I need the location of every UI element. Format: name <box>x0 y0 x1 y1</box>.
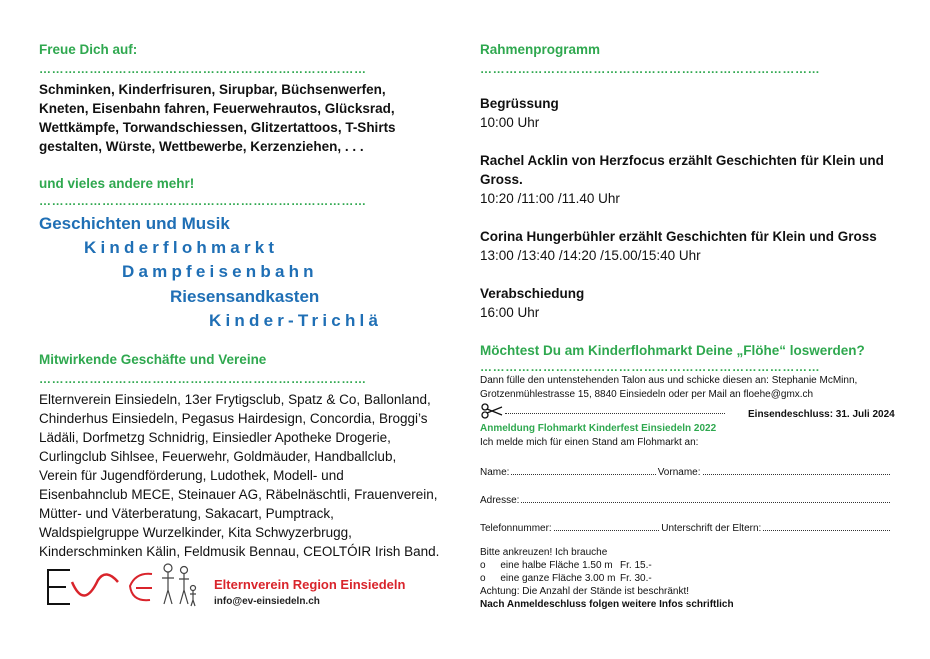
program-time: 10:20 /11:00 /11.40 Uhr <box>480 191 620 206</box>
cut-line <box>505 413 725 414</box>
scissors-icon <box>480 402 504 420</box>
telefon-field[interactable] <box>554 520 660 531</box>
dotted-divider: …………………………………………………………………… <box>39 62 367 76</box>
closing: Nach Anmeldeschluss folgen weitere Infos schriftlich <box>480 599 734 610</box>
mitwirkende-line: Eisenbahnclub MECE, Steinauer AG, Räbelnäschtli, Frauenverein, <box>39 487 438 502</box>
freue-line: Schminken, Kinderfrisuren, Sirupbar, Büchsenwerfen, <box>39 82 386 97</box>
program-title: Verabschiedung <box>480 286 585 301</box>
telefon-row <box>480 520 890 534</box>
dotted-divider: …………………………………………………………………… <box>39 372 367 386</box>
telefon-label: Telefonnummer: <box>480 523 552 534</box>
blue-item: Kinder-Trichlä <box>209 311 383 330</box>
option-label: eine halbe Fläche 1.50 m <box>500 560 613 571</box>
vorname-label: Vorname: <box>657 467 701 478</box>
dotted-divider: ……………………………………………………………………… <box>480 360 821 374</box>
program-title: Rachel Acklin von Herzfocus erzählt Geschichten für Klein und Gross. <box>480 153 884 187</box>
mitwirkende-line: Verein für Jugendförderung, Ludothek, Modell- und <box>39 468 344 483</box>
option-row[interactable] <box>480 572 615 585</box>
talon-intro: Dann fülle den untenstehenden Talon aus und schicke diesen an: Stephanie McMinn, <box>480 375 858 386</box>
unterschrift-label: Unterschrift der Eltern: <box>661 523 762 534</box>
option-price: Fr. 30.- <box>620 573 652 584</box>
option-row[interactable] <box>480 559 613 572</box>
deadline: Einsendeschluss: 31. Juli 2024 <box>748 409 895 420</box>
mitwirkende-line: Curlingclub Sihlsee, Feuerwehr, Goldmäuder, Handballclub, <box>39 449 397 464</box>
family-figures <box>162 564 196 606</box>
name-field[interactable] <box>511 464 655 475</box>
org-name: Elternverein Region Einsiedeln <box>214 577 406 592</box>
blue-item: Geschichten und Musik <box>39 214 230 233</box>
form-subtitle: Ich melde mich für einen Stand am Flohmarkt an: <box>480 437 699 448</box>
program-time: 16:00 Uhr <box>480 305 540 320</box>
logo-mark-e2 <box>130 574 152 600</box>
freue-line: Kneten, Eisenbahn fahren, Feuerwehrautos, Glücksrad, <box>39 101 395 116</box>
heading-rahmen: Rahmenprogramm <box>480 42 601 57</box>
mitwirkende-line: Lädäli, Dorfmetzg Schnidrig, Einsiedler Apotheke Drogerie, <box>39 430 391 445</box>
ev-logo <box>40 560 200 612</box>
name-row <box>480 464 890 478</box>
warning: Achtung: Die Anzahl der Stände ist beschränkt! <box>480 586 690 597</box>
heading-moechtest: Möchtest Du am Kinderflohmarkt Deine „Flöhe“ loswerden? <box>480 343 865 358</box>
adresse-label: Adresse: <box>480 495 520 506</box>
radio-circle-icon[interactable]: o <box>480 560 486 571</box>
radio-circle-icon[interactable]: o <box>480 573 486 584</box>
blue-item: Riesensandkasten <box>170 287 320 306</box>
heading-mitwirkende: Mitwirkende Geschäfte und Vereine <box>39 352 267 367</box>
option-label: eine ganze Fläche 3.00 m <box>500 573 616 584</box>
mitwirkende-line: Kinderschminken Kälin, Feldmusik Bennau, CEOLTÓIR Irish Band. <box>39 544 440 559</box>
program-title: Begrüssung <box>480 96 559 111</box>
program-time: 10:00 Uhr <box>480 115 540 130</box>
program-time: 13:00 /13:40 /14:20 /15.00/15:40 Uhr <box>480 248 701 263</box>
dotted-divider: ……………………………………………………………………… <box>480 62 821 76</box>
heading-vieles: und vieles andere mehr! <box>39 176 195 191</box>
name-label: Name: <box>480 467 510 478</box>
talon-intro: Grotzenmühlestrasse 15, 8840 Einsiedeln oder per Mail an floehe@gmx.ch <box>480 389 814 400</box>
blue-item: Kinderflohmarkt <box>84 238 279 257</box>
logo-mark-e <box>48 570 70 604</box>
blue-item: Dampfeisenbahn <box>122 262 318 281</box>
mitwirkende-line: Waldspielgruppe Wurzelkinder, Kita Schwyzerbrugg, <box>39 525 352 540</box>
mitwirkende-line: Mütter- und Väterberatung, Sakacart, Pumptrack, <box>39 506 334 521</box>
freue-line: gestalten, Würste, Wettbewerbe, Kerzenziehen, . . . <box>39 139 364 154</box>
program-title: Corina Hungerbühler erzählt Geschichten für Klein und Gross <box>480 229 877 244</box>
mitwirkende-line: Chinderhus Einsiedeln, Pegasus Hairdesign, Concordia, Broggi’s <box>39 411 428 426</box>
mitwirkende-line: Elternverein Einsiedeln, 13er Frytigsclub, Spatz & Co, Ballonland, <box>39 392 431 407</box>
adresse-field[interactable] <box>521 492 890 503</box>
dotted-divider: …………………………………………………………………… <box>39 194 367 208</box>
option-price: Fr. 15.- <box>620 560 652 571</box>
heading-freue: Freue Dich auf: <box>39 42 138 57</box>
logo-swoosh <box>72 574 118 595</box>
checkbox-intro: Bitte ankreuzen! Ich brauche <box>480 547 608 558</box>
org-email[interactable]: info@ev-einsiedeln.ch <box>214 596 320 607</box>
form-title: Anmeldung Flohmarkt Kinderfest Einsiedeln 2022 <box>480 423 717 434</box>
unterschrift-field[interactable] <box>763 520 890 531</box>
adresse-row <box>480 492 890 506</box>
vorname-field[interactable] <box>703 464 891 475</box>
freue-line: Wettkämpfe, Torwandschiessen, Glitzertattoos, T-Shirts <box>39 120 396 135</box>
